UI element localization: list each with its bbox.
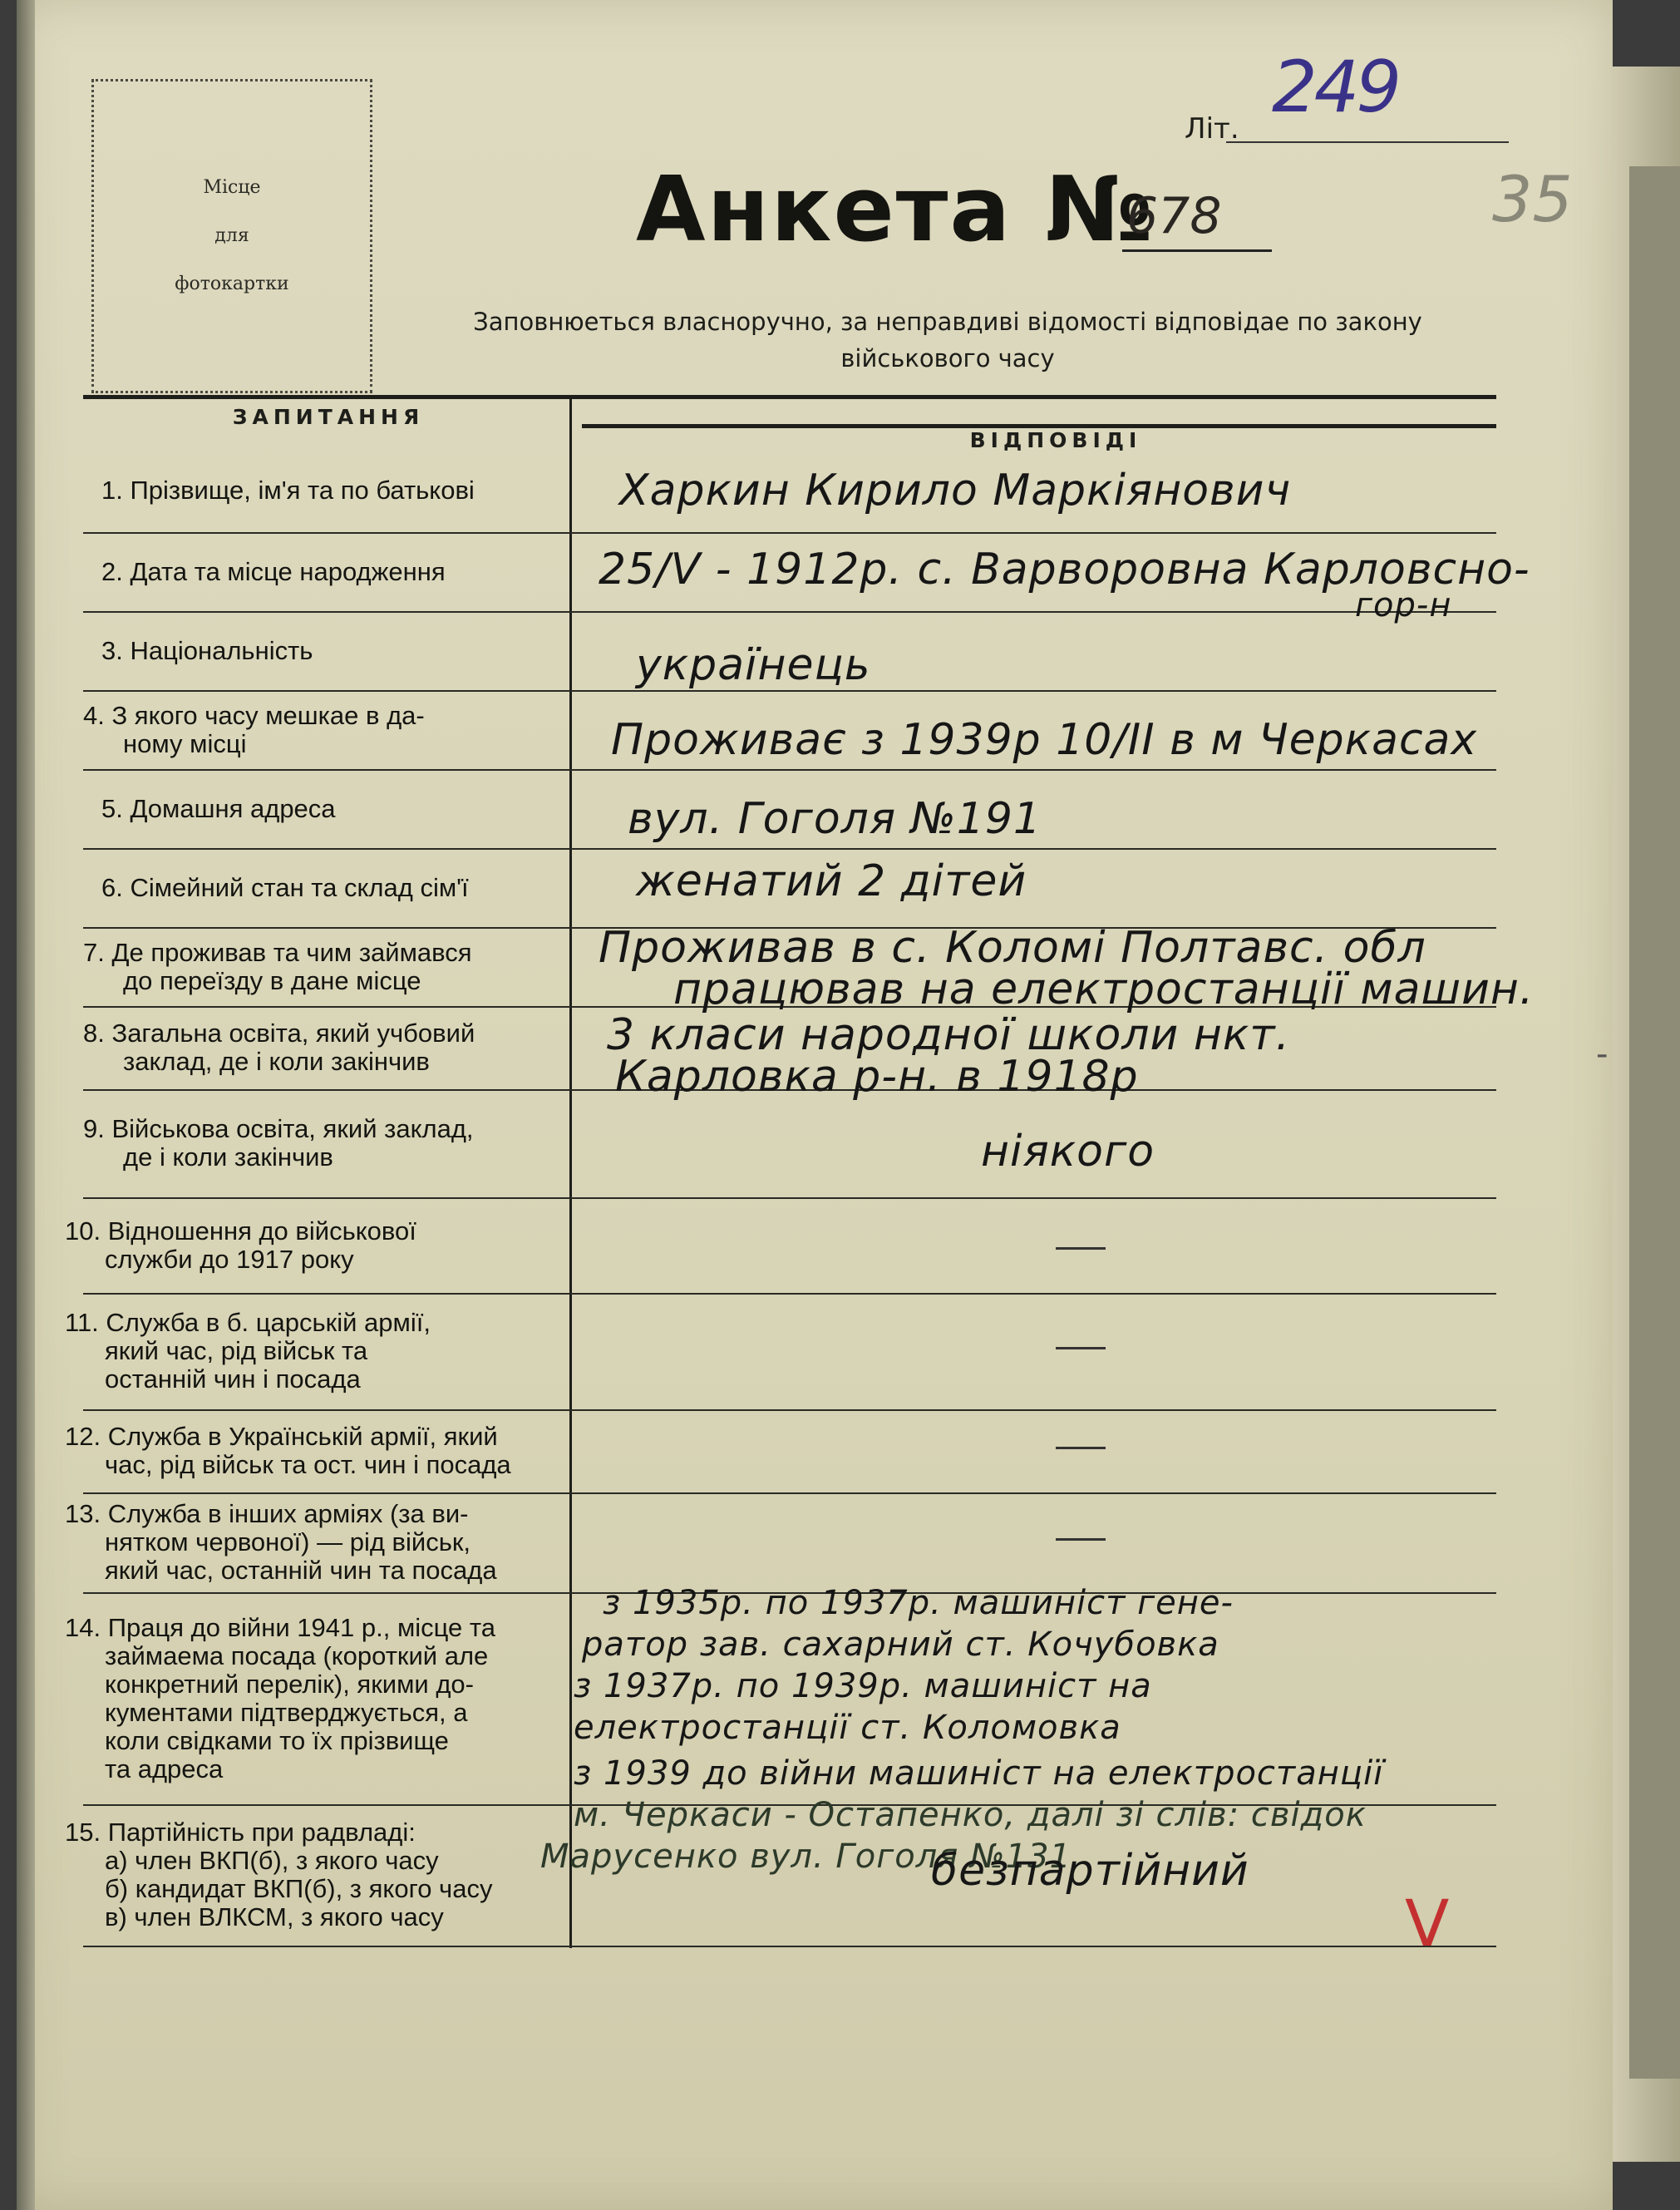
margin-dash: - xyxy=(1596,1035,1609,1073)
answer-14-line-3: з 1937р. по 1939р. машиніст на xyxy=(574,1667,1152,1705)
question-3 xyxy=(83,637,574,665)
question-line: служби до 1917 року xyxy=(105,1244,354,1274)
question-line: конкретний перелік), якими до- xyxy=(105,1669,474,1699)
row-divider xyxy=(83,1409,1496,1411)
photo-label-3: фотокартки xyxy=(175,274,289,294)
question-line: 9. Військова освіта, який заклад, xyxy=(83,1114,474,1143)
row-divider xyxy=(83,1293,1496,1295)
answer-dash-13 xyxy=(1056,1538,1106,1542)
question-1 xyxy=(83,476,574,505)
question-line: в) член ВЛКСМ, з якого часу xyxy=(105,1902,444,1931)
question-line: 14. Праця до війни 1941 р., місце та xyxy=(65,1612,495,1642)
row-divider xyxy=(83,769,1496,771)
question-line: та адреса xyxy=(105,1754,224,1783)
answer-1-line-1: Харкин Кирило Маркіянович xyxy=(619,466,1292,516)
question-line: 7. Де проживав та чим займався xyxy=(83,937,472,967)
question-line: 3. Національність xyxy=(101,635,313,665)
answer-2-line-2: гор-н xyxy=(1355,586,1452,624)
questionnaire-page xyxy=(17,0,1613,2210)
question-line: 5. Домашня адреса xyxy=(101,793,336,823)
answer-4-line-1: Проживає з 1939р 10/II в м Черкасах xyxy=(611,715,1478,765)
answer-14-line-2: ратор зав. сахарний ст. Кочубовка xyxy=(582,1625,1219,1664)
question-2 xyxy=(83,558,574,586)
question-line: нятком червоної) — рід військ, xyxy=(105,1527,471,1556)
question-line: який час, рід військ та xyxy=(105,1336,368,1365)
photo-placeholder xyxy=(91,79,372,393)
question-line: ному місці xyxy=(123,728,247,758)
row-divider xyxy=(83,690,1496,692)
question-line: 1. Прізвище, ім'я та по батькові xyxy=(101,476,475,505)
question-7 xyxy=(83,939,574,995)
photo-label-2: для xyxy=(214,225,249,246)
column-divider xyxy=(569,397,572,1948)
row-divider xyxy=(83,1492,1496,1494)
question-line: 12. Служба в Українській армії, який xyxy=(65,1422,498,1451)
answer-8-line-1: 3 класи народної школи нкт. xyxy=(607,1010,1291,1060)
question-line: до переїзду в дане місце xyxy=(123,965,421,995)
question-line: 11. Служба в б. царській армії, xyxy=(65,1308,431,1337)
page-title: Анкета № xyxy=(636,158,1155,262)
title-number-underline xyxy=(1122,249,1272,252)
lit-label: Літ. xyxy=(1185,112,1239,146)
subtitle xyxy=(407,303,1488,377)
answer-5-line-1: вул. Гоголя №191 xyxy=(628,794,1042,844)
answer-2-line-1: 25/V - 1912р. с. Варворовна Карловсно- xyxy=(599,545,1530,594)
row-divider xyxy=(83,1197,1496,1199)
answer-dash-11 xyxy=(1056,1347,1106,1350)
answer-7-line-1: Проживав в с. Коломі Полтавс. обл xyxy=(599,923,1426,973)
pencil-note: 35 xyxy=(1492,162,1573,236)
back-sheet-edge xyxy=(1629,166,1680,2079)
question-line: б) кандидат ВКП(б), з якого часу xyxy=(105,1874,493,1903)
question-line: 6. Сімейний стан та склад сім'ї xyxy=(101,872,469,902)
answer-6-line-1: женатий 2 дітей xyxy=(636,856,1027,906)
red-check-mark: V xyxy=(1405,1887,1450,1962)
question-5 xyxy=(83,795,574,823)
question-8 xyxy=(83,1019,574,1076)
question-line: 2. Дата та місце народження xyxy=(101,556,446,586)
question-line: заклад, де і коли закінчив xyxy=(123,1047,430,1076)
answer-14-line-7: Марусенко вул. Гоголя №131 xyxy=(540,1838,1072,1876)
question-6 xyxy=(83,874,574,902)
subtitle-line-2: військового часу xyxy=(840,344,1055,372)
question-line: 10. Відношення до військової xyxy=(65,1216,416,1246)
answer-9-line-1: ніякого xyxy=(981,1127,1155,1177)
question-line: а) член ВКП(б), з якого часу xyxy=(105,1846,439,1875)
answer-dash-10 xyxy=(1056,1247,1106,1251)
answer-14-line-1: з 1935р. по 1937р. машиніст гене- xyxy=(603,1584,1234,1622)
question-line: час, рід військ та ост. чин і посада xyxy=(105,1450,511,1479)
title-number: 678 xyxy=(1126,187,1222,245)
page-binding xyxy=(17,0,35,2210)
answer-3-line-1: українець xyxy=(636,640,871,690)
questions-header: ЗАПИТАННЯ xyxy=(232,405,425,429)
row-divider xyxy=(83,1946,1496,1947)
question-13 xyxy=(65,1500,555,1585)
question-line: коли свідками то їх прізвище xyxy=(105,1725,449,1755)
row-divider xyxy=(83,611,1496,613)
question-10 xyxy=(65,1217,555,1274)
answer-15-line-1: безпартійний xyxy=(931,1846,1249,1896)
photo-label-1: Місце xyxy=(203,177,261,198)
question-11 xyxy=(65,1309,555,1394)
subtitle-line-1: Заповнюеться власноручно, за неправдиві відомості відповідае по закону xyxy=(473,308,1422,336)
question-line: 13. Служба в інших арміях (за ви- xyxy=(65,1499,469,1528)
lit-underline xyxy=(1226,141,1509,143)
question-15 xyxy=(65,1818,555,1931)
lit-value: 249 xyxy=(1272,46,1399,129)
question-line: 15. Партійність при радвладі: xyxy=(65,1818,416,1847)
answer-14-line-4: електростанції ст. Коломовка xyxy=(574,1709,1121,1747)
answer-dash-12 xyxy=(1056,1447,1106,1450)
row-divider xyxy=(83,848,1496,850)
answers-header: ВІДПОВІДІ xyxy=(969,428,1142,452)
question-line: 8. Загальна освіта, який учбовий xyxy=(83,1019,475,1048)
answer-14-line-5: з 1939 до війни машиніст на електростанції xyxy=(574,1754,1384,1793)
answer-14-line-6: м. Черкаси - Остапенко, далі зі слів: свідок xyxy=(574,1796,1367,1834)
question-line: займаема посада (короткий але xyxy=(105,1640,489,1670)
question-9 xyxy=(83,1115,574,1172)
question-12 xyxy=(65,1423,555,1479)
question-line: останній чин і посада xyxy=(105,1364,361,1394)
answer-7-line-2: працював на електростанції машин. xyxy=(673,964,1535,1014)
question-14 xyxy=(65,1614,555,1783)
table-top-rule xyxy=(83,395,1496,399)
question-4 xyxy=(83,702,574,758)
question-line: 4. З якого часу мешкае в да- xyxy=(83,700,425,730)
row-divider xyxy=(83,532,1496,534)
answer-8-line-2: Карловка р-н. в 1918р xyxy=(615,1052,1139,1102)
question-line: де і коли закінчив xyxy=(123,1142,333,1172)
question-line: кументами підтверджується, а xyxy=(105,1697,468,1727)
question-line: який час, останній чин та посада xyxy=(105,1556,497,1585)
